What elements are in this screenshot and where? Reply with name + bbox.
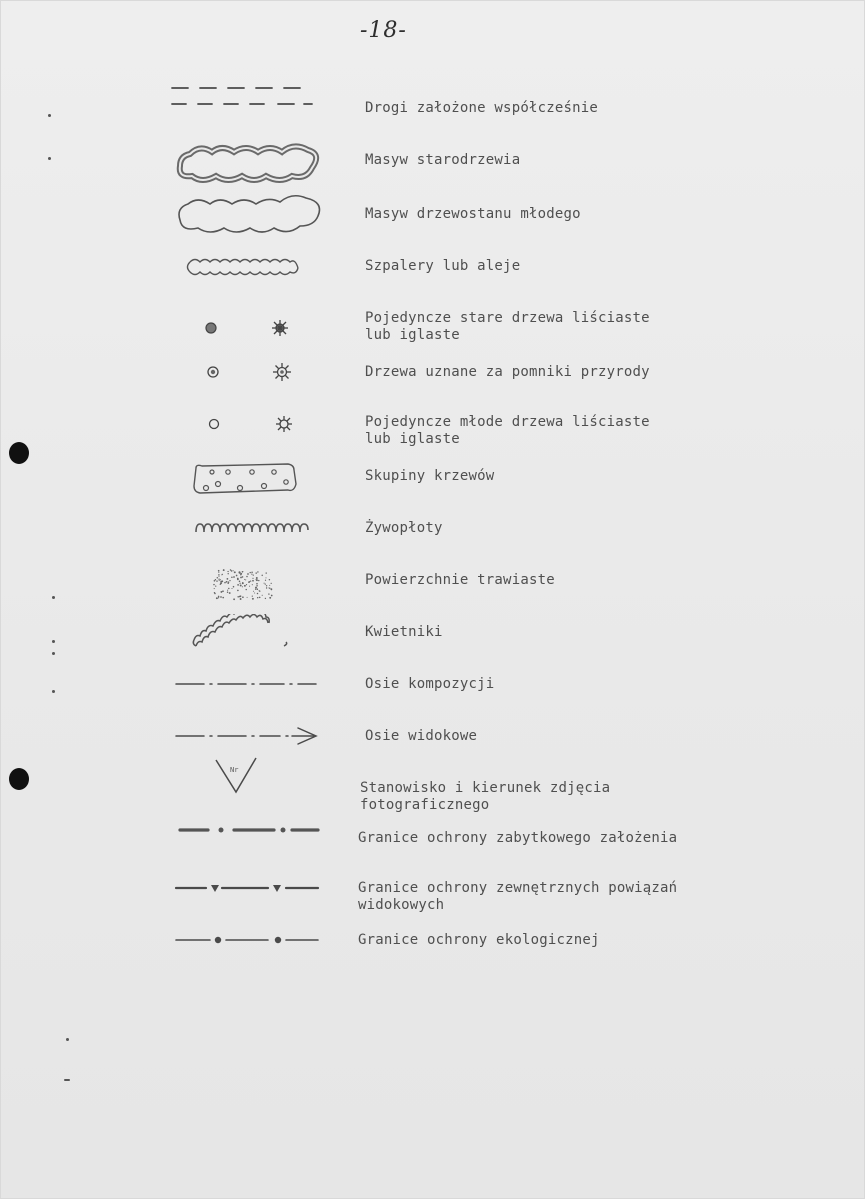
- legend-row: [160, 756, 760, 813]
- grass-dot: [233, 570, 234, 571]
- grass-dot: [218, 572, 219, 573]
- legend-row: [160, 82, 760, 122]
- grass-dot: [219, 580, 220, 581]
- grass-dot: [240, 577, 242, 579]
- grass-dot: [227, 592, 228, 593]
- legend-label: Szpalery lub aleje: [365, 258, 521, 274]
- grass-dot: [266, 587, 267, 588]
- grass-dot: [214, 588, 215, 589]
- line-triangles-icon: [160, 870, 330, 910]
- margin-mark: [52, 652, 55, 655]
- grass-dot: [229, 580, 230, 581]
- grass-dot: [216, 580, 217, 581]
- legend-label: Granice ochrony ekologicznej: [358, 932, 600, 948]
- grass-dot: [269, 597, 271, 599]
- grass-dot: [252, 584, 253, 585]
- wavy-hedge-icon: [160, 512, 330, 552]
- dashed-double-line-icon: [160, 82, 330, 122]
- grass-dot: [256, 577, 258, 579]
- legend-row: [160, 310, 760, 350]
- grass-dot: [269, 585, 270, 586]
- grass-dot: [230, 569, 231, 570]
- legend-label: Żywopłoty: [365, 520, 443, 536]
- nr-label: Nr: [230, 766, 239, 774]
- grass-dot: [269, 579, 270, 580]
- grass-dot: [215, 579, 216, 580]
- grass-dot: [227, 590, 228, 591]
- grass-dot: [222, 590, 224, 592]
- margin-mark: [52, 596, 55, 599]
- grass-dot: [236, 575, 238, 577]
- grass-dot: [244, 579, 245, 580]
- grass-dot: [265, 598, 266, 599]
- grass-dot: [218, 578, 219, 579]
- margin-mark: [52, 640, 55, 643]
- punch-hole-bottom: [9, 768, 29, 790]
- grass-dot: [246, 584, 247, 585]
- legend-label: Drzewa uznane za pomniki przyrody: [365, 364, 650, 380]
- grass-dot: [213, 584, 214, 585]
- grass-dot: [220, 579, 221, 580]
- grass-dot: [242, 571, 243, 572]
- legend-label: Osie widokowe: [365, 728, 478, 744]
- grass-dot: [271, 589, 272, 590]
- legend-row: [160, 564, 760, 604]
- page-number: -18-: [360, 18, 407, 43]
- grass-dot: [242, 583, 244, 585]
- grass-dot: [239, 571, 241, 573]
- legend-label: Pojedyncze stare drzewa liściaste lub iglaste: [365, 310, 650, 343]
- grass-dot: [257, 593, 259, 595]
- double-circle-and-star-icon: [160, 354, 330, 394]
- filled-circle-and-star-icon: [160, 310, 330, 350]
- legend-label: Masyw drzewostanu młodego: [365, 206, 581, 222]
- grass-dot: [271, 595, 273, 597]
- grass-dot: [228, 573, 229, 574]
- grass-dot: [218, 570, 220, 572]
- legend-label: Granice ochrony zabytkowego założenia: [358, 830, 678, 846]
- grass-dot: [255, 579, 256, 580]
- margin-mark: [48, 157, 51, 160]
- legend-row: [160, 720, 760, 760]
- grass-dot: [242, 596, 244, 598]
- grass-dot: [255, 572, 256, 573]
- legend-label: Pojedyncze młode drzewa liściaste lub iglaste: [365, 414, 650, 447]
- grass-dot: [255, 589, 256, 590]
- grass-dot: [218, 597, 219, 598]
- grass-dot: [218, 574, 219, 575]
- legend-row: [160, 668, 760, 708]
- legend-row: [160, 406, 760, 446]
- grass-dot: [251, 573, 252, 574]
- grass-dot: [233, 598, 235, 600]
- grass-dot: [259, 597, 261, 599]
- legend-row: [160, 460, 760, 500]
- curved-wavy-bed-icon: [160, 614, 330, 654]
- grass-dot: [268, 593, 269, 594]
- grass-dot: [258, 580, 259, 581]
- grass-dot: [256, 583, 258, 585]
- legend-label: Drogi założone współcześnie: [365, 100, 598, 116]
- line-circles-icon: [160, 924, 330, 964]
- grass-dot: [240, 598, 242, 600]
- legend-label: Powierzchnie trawiaste: [365, 572, 555, 588]
- grass-dot: [228, 581, 230, 583]
- grass-dot: [239, 583, 240, 584]
- grass-dot: [237, 584, 239, 586]
- grass-dot: [240, 574, 241, 575]
- grass-dot: [237, 596, 239, 598]
- dotted-patch-icon: [160, 564, 330, 604]
- grass-dot: [216, 597, 218, 599]
- punch-hole-top: [9, 442, 29, 464]
- grass-dot: [218, 576, 219, 577]
- grass-dot: [220, 596, 222, 598]
- grass-dot: [231, 577, 233, 579]
- margin-mark: [66, 1038, 69, 1041]
- dash-dot-arrow-icon: [160, 720, 330, 760]
- grass-dot: [242, 576, 244, 578]
- grass-dot: [240, 585, 242, 587]
- grass-dot: [259, 590, 260, 591]
- grass-dot: [224, 582, 226, 584]
- grass-dot: [231, 588, 232, 589]
- legend-label: Skupiny krzewów: [365, 468, 495, 484]
- grass-dot: [214, 580, 216, 582]
- rectangle-with-dots-icon: [160, 460, 330, 500]
- grass-dot: [250, 580, 251, 581]
- scalloped-band-icon: [160, 250, 330, 290]
- legend-row: [160, 614, 760, 654]
- grass-dot: [228, 588, 229, 589]
- grass-dot: [229, 592, 231, 594]
- grass-dot: [244, 585, 246, 587]
- grass-dot: [214, 593, 215, 594]
- grass-dot: [262, 575, 263, 576]
- legend-row: [160, 354, 760, 394]
- legend-row: [160, 250, 760, 290]
- grass-dot: [252, 598, 254, 600]
- cloud-thick-outline-icon: [160, 140, 330, 180]
- grass-dot: [256, 585, 258, 587]
- grass-dot: [239, 581, 241, 583]
- grass-dot: [237, 578, 239, 580]
- open-circle-and-star-icon: [160, 406, 330, 446]
- grass-dot: [220, 591, 222, 593]
- dash-dot-line-icon: [160, 668, 330, 708]
- grass-dot: [247, 573, 249, 575]
- grass-dot: [233, 576, 235, 578]
- margin-mark: [48, 114, 51, 117]
- grass-dot: [257, 588, 259, 590]
- grass-dot: [264, 583, 265, 584]
- grass-dot: [271, 583, 272, 584]
- grass-dot: [218, 596, 220, 598]
- grass-dot: [217, 577, 219, 579]
- grass-dot: [247, 597, 248, 598]
- grass-dot: [226, 581, 227, 582]
- grass-dot: [246, 576, 248, 578]
- grass-dot: [262, 595, 263, 596]
- legend-label: Stanowisko i kierunek zdjęcia fotograficznego: [360, 780, 611, 813]
- grass-dot: [246, 589, 247, 590]
- grass-dot: [257, 571, 258, 572]
- grass-dot: [268, 587, 269, 588]
- grass-dot: [237, 590, 239, 592]
- grass-dot: [253, 575, 254, 576]
- grass-dot: [234, 571, 236, 573]
- grass-dot: [255, 587, 257, 589]
- grass-dot: [252, 578, 253, 579]
- grass-dot: [265, 583, 266, 584]
- legend-label: Masyw starodrzewia: [365, 152, 521, 168]
- grass-dot: [253, 591, 254, 592]
- grass-dot: [251, 572, 253, 574]
- legend-row: [160, 816, 760, 856]
- grass-dot: [227, 578, 229, 580]
- grass-dot: [222, 597, 224, 599]
- grass-dot: [257, 597, 258, 598]
- legend-row: [160, 512, 760, 552]
- legend-row: [160, 924, 760, 964]
- legend-row: [160, 192, 760, 232]
- grass-dot: [252, 595, 253, 596]
- margin-mark: [64, 1079, 70, 1081]
- grass-dot: [220, 584, 221, 585]
- grass-dot: [221, 580, 223, 582]
- v-mark-nr-icon: [160, 756, 330, 800]
- grass-dot: [265, 577, 266, 578]
- grass-dot: [222, 574, 223, 575]
- grass-dot: [250, 572, 251, 573]
- grass-dot: [240, 595, 241, 596]
- grass-dot: [249, 581, 250, 582]
- margin-mark: [52, 690, 55, 693]
- bold-line-dots-icon: [160, 816, 330, 856]
- cloud-thin-outline-icon: [160, 192, 330, 232]
- grass-dot: [266, 572, 267, 573]
- grass-dot: [249, 586, 250, 587]
- grass-dot: [215, 585, 216, 586]
- grass-dot: [233, 586, 235, 588]
- legend-label: Kwietniki: [365, 624, 443, 640]
- legend-row: [160, 140, 760, 180]
- legend-row: [160, 870, 760, 913]
- legend-label: Osie kompozycji: [365, 676, 495, 692]
- legend-label: Granice ochrony zewnętrznych powiązań widokowych: [358, 880, 678, 913]
- grass-dot: [254, 592, 255, 593]
- grass-dot: [252, 580, 254, 582]
- grass-dot: [266, 585, 267, 586]
- grass-dot: [265, 580, 266, 581]
- grass-dot: [223, 569, 225, 571]
- grass-dot: [242, 586, 243, 587]
- grass-dot: [245, 579, 246, 580]
- grass-dot: [227, 571, 228, 572]
